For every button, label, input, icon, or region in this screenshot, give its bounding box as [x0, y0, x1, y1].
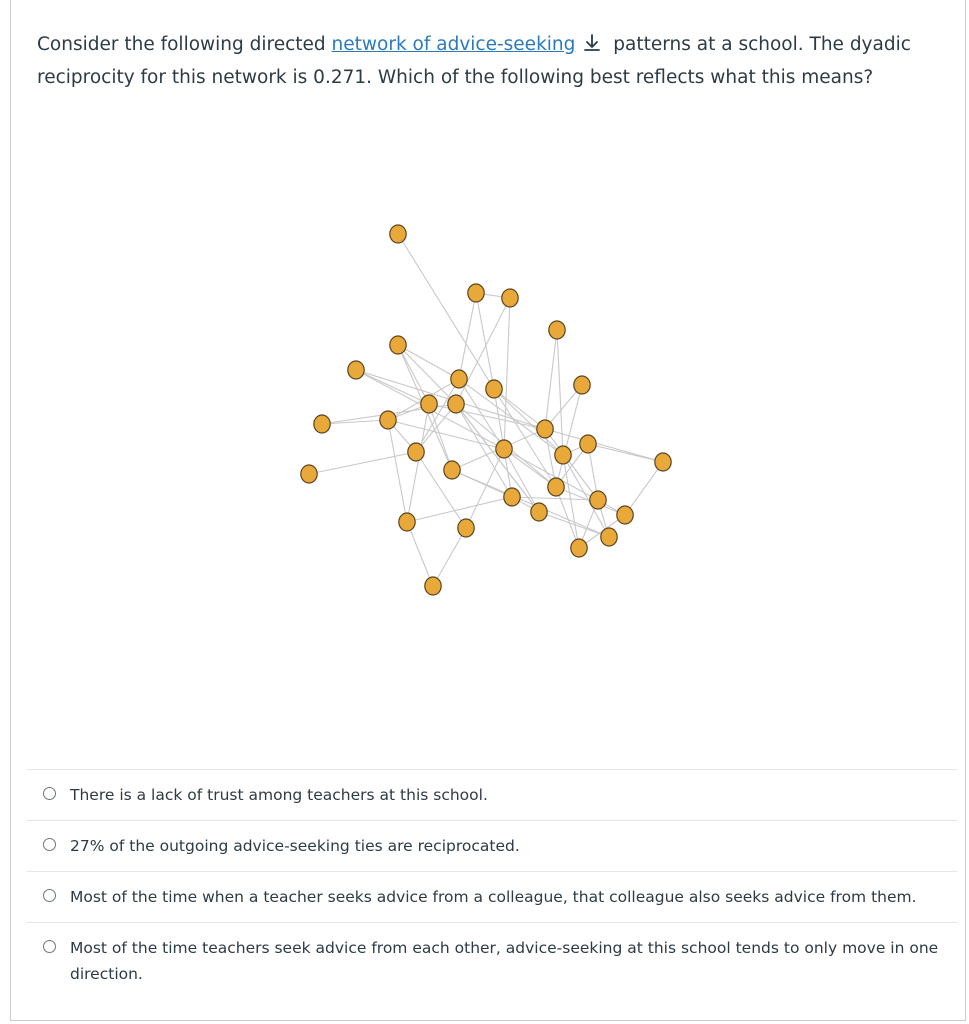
network-node [451, 370, 467, 388]
network-edge [309, 452, 416, 474]
network-node [601, 528, 617, 546]
network-node [390, 225, 406, 243]
answer-label: Most of the time teachers seek advice from each other, advice-seeking at this school tends to only move in one direction. [70, 939, 939, 983]
network-node [390, 336, 406, 354]
network-file-link[interactable]: network of advice-seeking [331, 34, 576, 55]
network-edge [557, 330, 563, 455]
network-node [504, 488, 520, 506]
network-edge [625, 462, 663, 515]
answer-label: Most of the time when a teacher seeks advice from a colleague, that colleague also seeks advice from them. [70, 888, 917, 906]
network-node [425, 577, 441, 595]
network-edge [416, 452, 466, 528]
network-node [458, 519, 474, 537]
answer-option-3[interactable] [27, 871, 957, 922]
answer-list [27, 769, 957, 999]
network-node [580, 435, 596, 453]
network-node [537, 420, 553, 438]
network-node [655, 453, 671, 471]
network-node [301, 465, 317, 483]
network-node [502, 289, 518, 307]
network-node [448, 395, 464, 413]
network-edge [545, 330, 557, 429]
network-edge [407, 522, 433, 586]
radio-button[interactable] [43, 787, 56, 800]
network-edge [588, 444, 663, 462]
answer-option-4[interactable] [27, 922, 957, 999]
network-node [399, 513, 415, 531]
answer-label: 27% of the outgoing advice-seeking ties are reciprocated. [70, 837, 520, 855]
quiz-question-card [10, 0, 966, 1021]
network-node [574, 376, 590, 394]
network-node [548, 478, 564, 496]
answer-option-1[interactable] [27, 769, 957, 820]
radio-button[interactable] [43, 940, 56, 953]
answer-label: There is a lack of trust among teachers at this school. [70, 786, 488, 804]
network-node [348, 361, 364, 379]
question-suffix: patterns at a school. The dyadic reciprocity for this network is 0.271. Which of the following best reflects what this means? [37, 34, 911, 88]
network-edge [388, 420, 407, 522]
network-node [617, 506, 633, 524]
network-edge [356, 370, 429, 404]
network-edge [556, 487, 579, 548]
network-edge [416, 379, 459, 452]
network-node [408, 443, 424, 461]
network-edge [407, 404, 429, 522]
radio-button[interactable] [43, 889, 56, 902]
network-node [444, 461, 460, 479]
network-edge [429, 404, 545, 429]
network-node [571, 539, 587, 557]
network-edge [429, 404, 452, 470]
network-node [314, 415, 330, 433]
network-node [590, 491, 606, 509]
network-node [549, 321, 565, 339]
network-graph-image [281, 210, 701, 610]
network-node [421, 395, 437, 413]
question-prefix: Consider the following directed [37, 34, 332, 55]
network-node [555, 446, 571, 464]
network-edge [452, 470, 609, 537]
network-node [468, 284, 484, 302]
network-node [531, 503, 547, 521]
network-edge [433, 528, 466, 586]
radio-button[interactable] [43, 838, 56, 851]
download-arrow-icon[interactable] [581, 31, 603, 51]
answer-option-2[interactable] [27, 820, 957, 871]
network-edge [504, 298, 510, 449]
network-node [380, 411, 396, 429]
network-node [496, 440, 512, 458]
network-edge [504, 449, 556, 487]
question-text [37, 28, 937, 94]
network-node [486, 380, 502, 398]
